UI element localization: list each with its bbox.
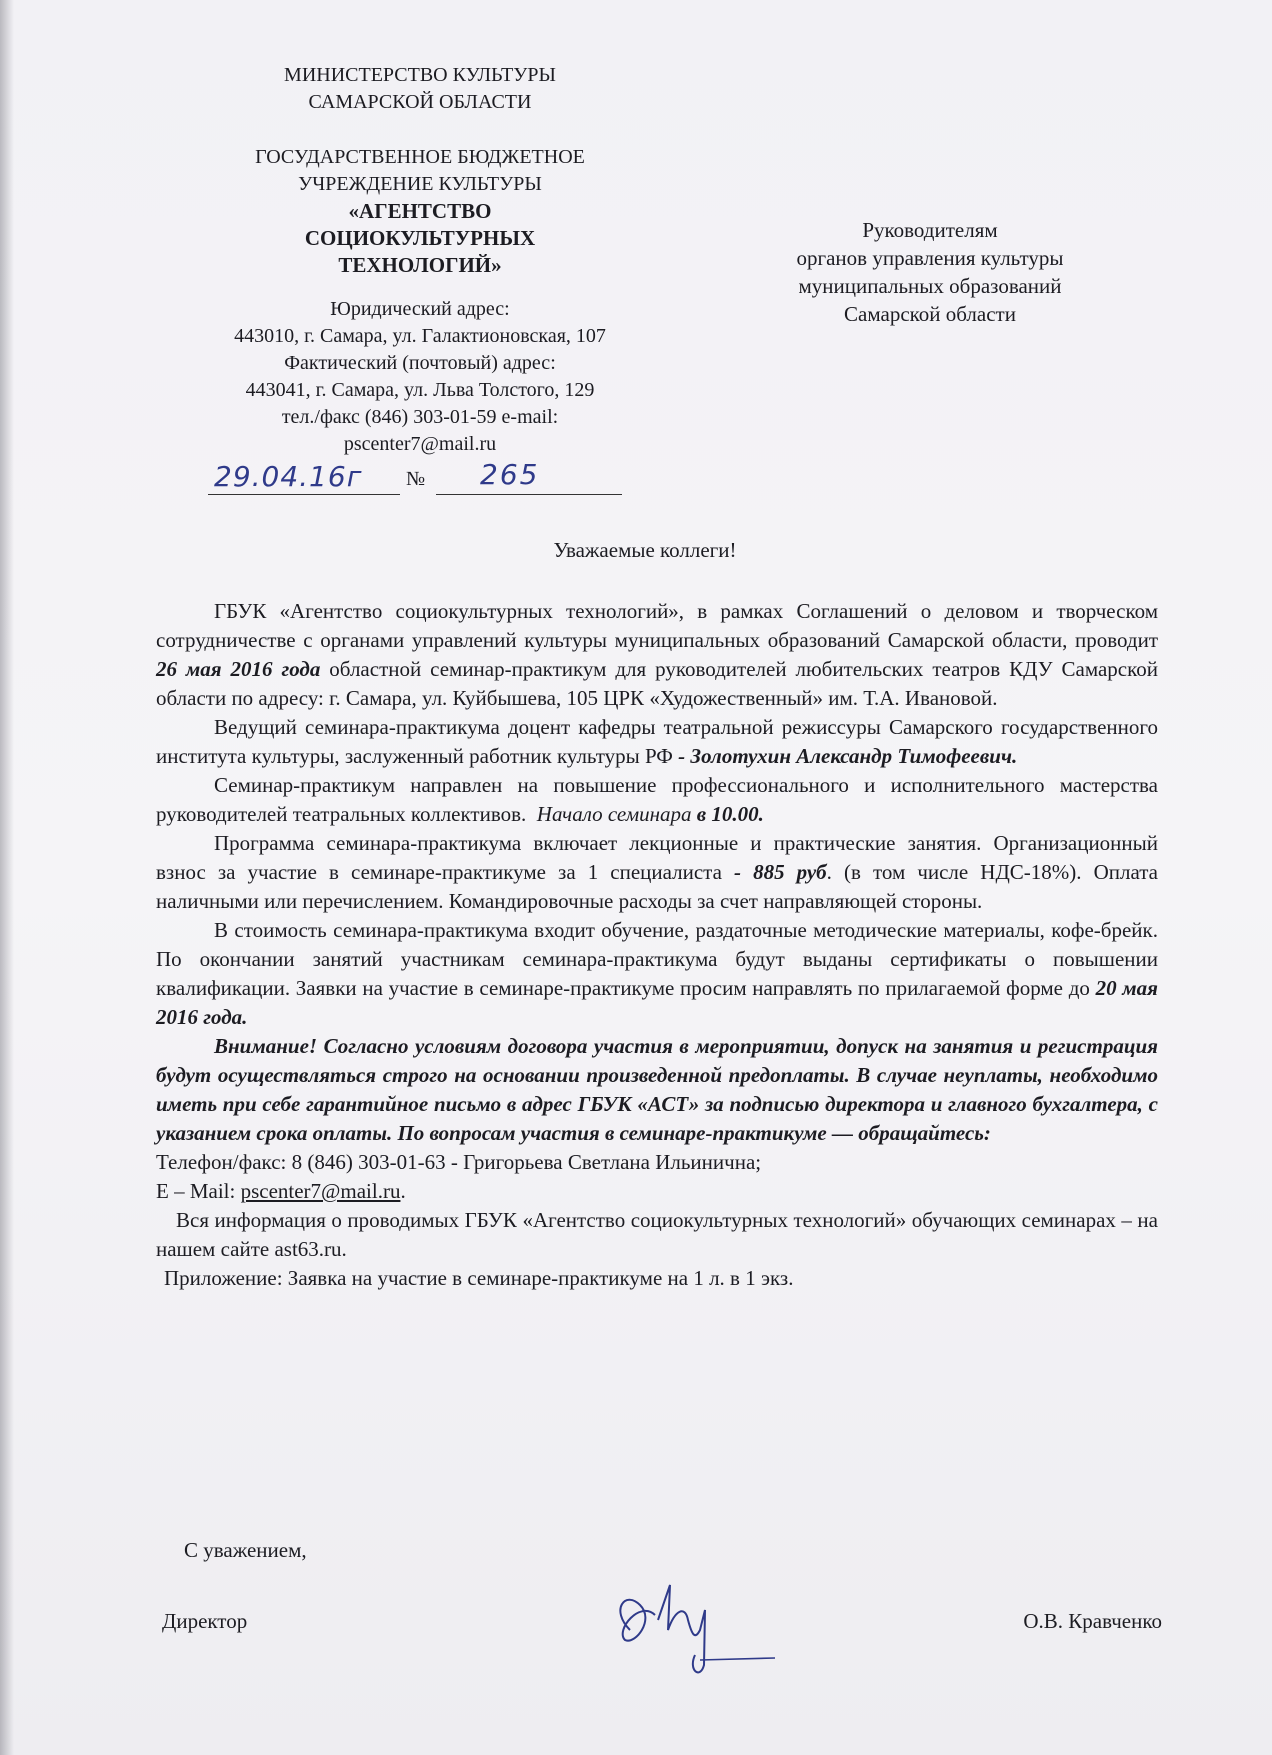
- fee-amount: - 885 руб: [734, 860, 827, 884]
- address-line: Фактический (почтовый) адрес:: [284, 352, 556, 374]
- ministry-line-2: САМАРСКОЙ ОБЛАСТИ: [308, 91, 532, 113]
- agency-name-line-2: СОЦИОКУЛЬТУРНЫХ: [304, 226, 536, 250]
- paragraph-7: Вся информация о проводимых ГБУК «Агентство социокультурных технологий» обучающих семинарах – на нашем сайте ast63.ru.: [156, 1208, 1158, 1261]
- paragraph-3: Семинар-практикум направлен на повышение профессионального и исполнительного мастерства руководителей театральных коллективов. Начало семинара в 10.00.: [156, 773, 1158, 826]
- scan-edge-shadow: [0, 0, 14, 1755]
- application-deadline: 20 мая 2016 года.: [156, 976, 1158, 1029]
- paragraph-5: В стоимость семинара-практикума входит обучение, раздаточные методические материалы, кофе-брейк. По окончании занятий участникам семинара-практикума будут выданы сертификаты о повышении квалификации. Заявки на участие в семинаре-практикуме просим направлять по прилагаемой форме до 20 мая 2016 года.: [156, 918, 1158, 1029]
- start-time: в 10.00.: [696, 802, 764, 826]
- number-sign: №: [406, 468, 426, 490]
- greeting: Уважаемые коллеги!: [553, 538, 737, 562]
- paragraph-1: ГБУК «Агентство социокультурных технологий», в рамках Соглашений о деловом и творческом сотрудничестве с органами управлений культуры муниципальных образований Самарской области, проводит 26 мая 2016 года областной семинар-практикум для руководителей любительских театров КДУ Самарской области по адресу: г. Самара, ул. Куйбышева, 105 ЦРК «Художественный» им. Т.А. Ивановой.: [156, 599, 1158, 710]
- institution-line-1: ГОСУДАРСТВЕННОЕ БЮДЖЕТНОЕ: [255, 146, 585, 168]
- institution-line-2: УЧРЕЖДЕНИЕ КУЛЬТУРЫ: [298, 173, 542, 195]
- paragraph-6-warning: [156, 1032, 1158, 1148]
- handwritten-number: 265: [480, 458, 540, 491]
- event-date: 26 мая 2016 года: [156, 657, 321, 681]
- handwritten-signature: [600, 1570, 780, 1680]
- signer-role: Директор: [162, 1609, 248, 1633]
- presenter-name: - Золотухин Александр Тимофеевич.: [678, 744, 1018, 768]
- organization-header: [190, 62, 650, 279]
- contact-email-line: E – Mail: pscenter7@mail.ru.: [156, 1179, 406, 1203]
- address-line: Юридический адрес:: [330, 298, 510, 320]
- number-underline: [436, 494, 622, 495]
- start-label: Начало семинара: [536, 802, 692, 826]
- closing: С уважением,: [184, 1538, 307, 1562]
- address-email: pscenter7@mail.ru: [343, 433, 497, 455]
- ministry-line-1: МИНИСТЕРСТВО КУЛЬТУРЫ: [284, 64, 556, 86]
- warning-text: Внимание! Согласно условиям договора участия в мероприятии, допуск на занятия и регистрация будут осуществляться строго на основании произведенной предоплаты. В случае неуплаты, необходимо иметь при себе гарантийное письмо в адрес ГБУК «АСТ» за подписью директора и главного бухгалтера, с указанием срока оплаты. По вопросам участия в семинаре-практикуме — обращайтесь:: [156, 1034, 1158, 1145]
- agency-name-line-1: «АГЕНТСТВО: [348, 199, 492, 223]
- registration-line: [208, 458, 618, 498]
- agency-name-line-3: ТЕХНОЛОГИЙ»: [338, 253, 502, 277]
- paragraph-4: Программа семинара-практикума включает лекционные и практические занятия. Организационный взнос за участие в семинаре-практикуме за 1 специалиста - 885 руб. (в том числе НДС-18%). Оплата наличными или перечислением. Командировочные расходы за счет направляющей стороны.: [156, 831, 1159, 913]
- address-line: 443010, г. Самара, ул. Галактионовская, 107: [234, 325, 606, 347]
- date-underline: [208, 494, 400, 495]
- signer-name: О.В. Кравченко: [1023, 1609, 1162, 1633]
- letter-body: [156, 597, 1158, 1293]
- contact-phone: Телефон/факс: 8 (846) 303-01-63 - Григорьева Светлана Ильинична;: [156, 1150, 762, 1174]
- recipient-line: органов управления культуры: [796, 246, 1064, 270]
- recipient-line: муниципальных образований: [798, 274, 1062, 298]
- contact-email-link[interactable]: pscenter7@mail.ru: [240, 1179, 401, 1203]
- recipient-block: [720, 216, 1140, 328]
- recipient-line: Самарской области: [844, 302, 1016, 326]
- address-block: [170, 296, 670, 458]
- address-line: тел./факс (846) 303-01-59 e-mail:: [281, 406, 559, 428]
- attachment-line: Приложение: Заявка на участие в семинаре-практикуме на 1 л. в 1 экз.: [164, 1266, 794, 1290]
- address-line: 443041, г. Самара, ул. Льва Толстого, 129: [245, 379, 595, 401]
- recipient-line: Руководителям: [862, 218, 998, 242]
- handwritten-date: 29.04.16г: [214, 460, 363, 493]
- paragraph-2: Ведущий семинара-практикума доцент кафедры театральной режиссуры Самарского государственного института культуры, заслуженный работник культуры РФ - Золотухин Александр Тимофеевич.: [156, 715, 1158, 768]
